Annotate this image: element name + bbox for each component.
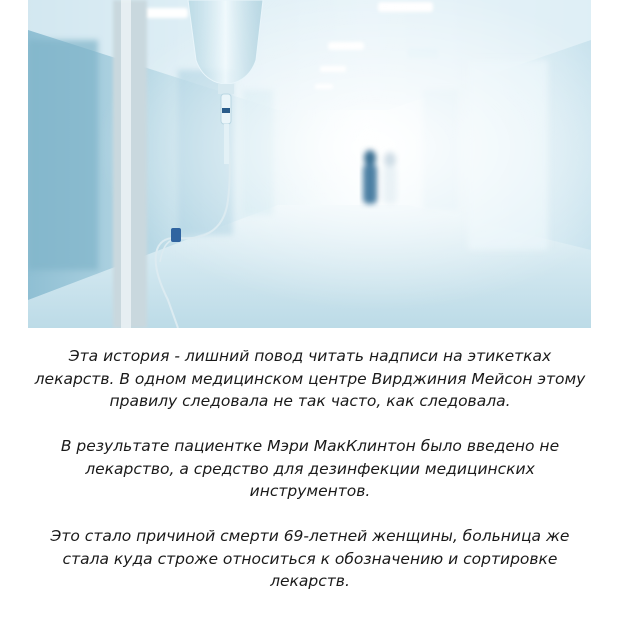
caption-paragraph-1: Эта история - лишний повод читать надписи на этикетках лекарств. В одном медицинском центре Вирджиния Мейсон этому правилу следовала не так часто, как следовала. (34, 347, 586, 410)
caption-paragraph-2: В результате пациентке Мэри МакКлинтон было введено не лекарство, а средство для дезинфекции медицинских инструментов. (60, 437, 560, 500)
article-caption (30, 345, 590, 593)
hospital-corridor-photo (28, 0, 591, 328)
photo-illustration (28, 0, 591, 328)
caption-paragraph-3: Это стало причиной смерти 69-летней женщины, больница же стала куда строже относиться к обозначению и сортировке лекарств. (50, 527, 570, 590)
